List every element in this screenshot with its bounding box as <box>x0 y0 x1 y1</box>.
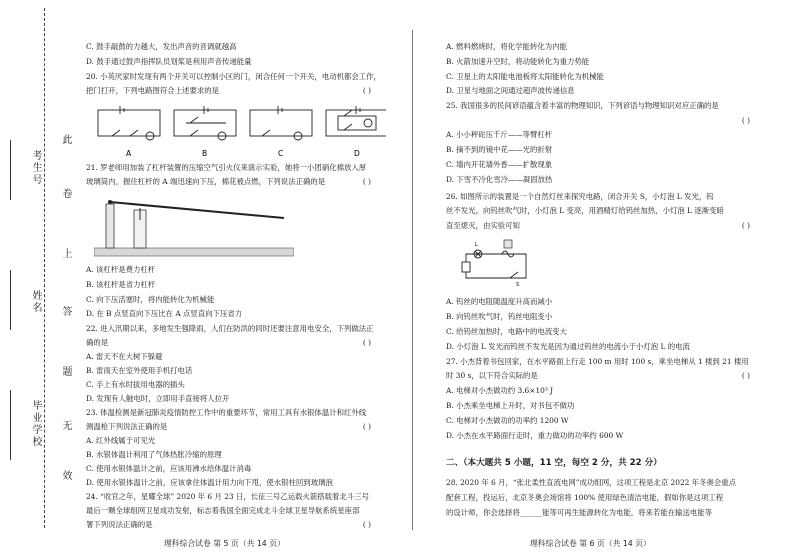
seal-char: 此 <box>60 134 71 146</box>
text-line: 最后一颗全球组网卫星成功发射，标志着我国全面完成北斗全球卫星导航系统星座部 <box>86 506 360 515</box>
option: C. 向下压活塞时，将内能转化为机械能 <box>86 295 215 304</box>
answer-bracket: ( ) <box>741 371 750 380</box>
seal-char: 答 <box>60 306 71 318</box>
seal-char: 无 <box>60 420 71 432</box>
circuit-label: A <box>126 149 132 158</box>
seal-char: 上 <box>60 248 71 260</box>
name-blank <box>10 270 11 330</box>
circuit-c <box>250 106 312 140</box>
answer-bracket: ( ) <box>362 338 371 347</box>
option: A. 小小秤砣压千斤——等臂杠杆 <box>446 130 553 139</box>
answer-bracket: ( ) <box>362 177 371 186</box>
option: C. 墙内开花墙外香——扩散现象 <box>446 160 553 169</box>
question-28-line: 配套工程，投运后，北京冬奥会场馆将 100% 使用绿色清洁电能，假如你是这项工程 <box>446 493 724 502</box>
circuit-d <box>326 106 386 136</box>
seal-char: 效 <box>60 470 71 482</box>
answer-bracket: ( ) <box>362 520 371 529</box>
option: C. 卫星上的太阳能电池板将太阳能转化为机械能 <box>446 72 604 81</box>
page-divider <box>412 30 413 530</box>
cut-line <box>44 8 45 528</box>
question-27-stem: 27. 小杰背着书包回家，在水平路面上行走 100 m 用时 100 s，乘坐电梯从 1 楼到 21 楼用 <box>446 357 749 366</box>
option: B. 该杠杆是省力杠杆 <box>86 280 156 289</box>
q26-circuit-figure <box>458 234 538 290</box>
option: C. 使用水银体温计之前，应该用沸水给体温计消毒 <box>86 464 252 473</box>
option: B. 向钨丝吹气时，钨丝电阻变小 <box>446 312 553 321</box>
text-line: 确的是 <box>86 338 109 347</box>
answer-bracket: ( ) <box>741 116 750 125</box>
text-line: 丝不发光，向钨丝吹气时，小灯泡 L 变亮，用酒精灯给钨丝加热，小灯泡 L 逐渐变暗 <box>446 206 724 215</box>
option: D. 下雪不冷化雪冷——凝固放热 <box>446 175 553 184</box>
section-title: 二、（本大题共 5 小题，11 空，每空 2 分，共 22 分） <box>446 458 662 468</box>
question-24-stem: 24. “收官之年，星耀全球” 2020 年 6 月 23 日，长征三号乙运载火箭搭载着北斗三号 <box>86 492 370 501</box>
option: B. 火箭加速升空时，将动能转化为重力势能 <box>446 57 590 66</box>
circuit-label: D <box>354 149 360 158</box>
binding-label-name: 姓名 <box>30 290 41 314</box>
seal-char: 题 <box>60 366 71 378</box>
option: D. 小杰在水平路面行走时，重力做功的功率约 600 W <box>446 431 624 440</box>
option: A. 该杠杆是费力杠杆 <box>86 265 156 274</box>
question-26-stem: 26. 如图所示的装置是一个自然灯丝来探究电路，闭合开关 S，小灯泡 L 发光，钨 <box>446 192 714 201</box>
svg-text:L: L <box>475 242 478 248</box>
option: C. 电梯对小杰做功的功率约 1200 W <box>446 416 569 425</box>
question-20-stem: 20. 小英厌家时发现有两个开关可以控制小区的门，闭合任何一个开关，电动机都会工作， <box>86 72 381 81</box>
svg-text:S: S <box>516 282 520 288</box>
option: A. 雷天不在大树下躲避 <box>86 352 163 361</box>
text-line: D. 鼓手通过鼓声指挥队员划桨是利用声音传递能量 <box>86 57 252 66</box>
text-line: 时 30 s，以下符合实际的是 <box>446 371 538 380</box>
option: D. 小灯泡 L 发光而钨丝不发光是因为通过钨丝的电流小于小灯泡 L 的电流 <box>446 342 690 351</box>
page-footer: 理科综合试卷 第 5 页（共 14 页） <box>164 539 285 548</box>
option: A. 红外线属于可见光 <box>86 436 156 445</box>
circuit-label: B <box>202 149 208 158</box>
option: B. 小杰乘坐电梯上升时，对书包不做功 <box>446 401 575 410</box>
school-blank <box>10 390 11 460</box>
question-22-stem: 22. 进入汛期以来，多地发生强降雨，人们在防洪的同时还要注意用电安全，下列做法正 <box>86 324 374 333</box>
answer-bracket: ( ) <box>362 86 371 95</box>
question-28-line: 28. 2020 年 6 月，“张北柔性直流电网”成功组网，这项工程是北京 2022 年冬奥会重点 <box>446 478 737 487</box>
question-28-line: 的设计师，你会选择将______能等可再生能源转化为电能，将来若能在输送电能等 <box>446 508 713 517</box>
text-line: 直至熄灭，由实验可知 <box>446 221 520 230</box>
option: C. 手上有水时拔用电器的插头 <box>86 380 185 389</box>
exam-no-blank <box>10 140 11 200</box>
text-line: 玻璃筒内，握住杠杆的 A 端迅速向下压，棉花被点燃，下列说法正确的是 <box>86 177 326 186</box>
binding-strip <box>0 0 71 560</box>
q21-lever-apparatus-figure <box>94 190 294 260</box>
option: D. 使用水银体温计之前，应该拿住体温计用力向下甩，使水银柱回到玻璃泡 <box>86 478 333 487</box>
binding-label-exam-no: 考生号 <box>30 150 41 186</box>
binding-label-school: 毕业学校 <box>30 400 41 448</box>
text-line: 测温枪下列说法正确的是 <box>86 422 168 431</box>
page-footer: 理科综合试卷 第 6 页（共 14 页） <box>530 539 651 548</box>
seal-char: 卷 <box>60 188 71 200</box>
option: C. 给钨丝加热时，电路中的电流变大 <box>446 327 567 336</box>
page-5 <box>86 0 391 560</box>
option: A. 钨丝的电阻随温度升高而减小 <box>446 297 553 306</box>
option: A. 电梯对小杰做功约 3.6×10³ J <box>446 386 554 395</box>
option: D. 在 B 点竖直向下压比在 A 点竖直向下压省力 <box>86 309 243 318</box>
text-line: C. 鼓手敲鼓的力越大，发出声音的音调就越高 <box>86 42 237 51</box>
text-line: 把门打开，下列电路图符合上述要求的是 <box>86 86 220 95</box>
question-21-stem: 21. 罗老师用加装了杠杆装置的压缩空气引火仪来演示实验，她将一小团硝化棉放入厚 <box>86 163 367 172</box>
option: A. 燃料燃烧时，将化学能转化为内能 <box>446 42 567 51</box>
circuit-a <box>98 106 160 140</box>
answer-bracket: ( ) <box>362 422 371 431</box>
q20-circuit-diagrams <box>86 100 386 160</box>
circuit-b <box>174 106 236 140</box>
option: B. 摘不到的镜中花——光的折射 <box>446 145 553 154</box>
option: B. 水银体温计利用了气体热胀冷缩的原理 <box>86 450 222 459</box>
text-line: 署下列说法正确的是 <box>86 520 153 529</box>
page-6 <box>446 0 766 560</box>
question-23-stem: 23. 体温检测是新冠肺炎疫情防控工作中的重要环节，常用工具有水银体温计和红外线 <box>86 408 367 417</box>
answer-bracket: ( ) <box>741 221 750 230</box>
option: B. 雷雨天在室外使用手机打电话 <box>86 366 193 375</box>
option: D. 发现有人触电时，立即用手直接将人拉开 <box>86 394 230 403</box>
circuit-label: C <box>278 149 284 158</box>
option: D. 卫星与地面之间通过超声波传递信息 <box>446 86 575 95</box>
question-25-stem: 25. 我国很多的民间谚语蕴含着丰富的物理知识，下列谚语与物理知识对应正确的是 <box>446 101 719 110</box>
